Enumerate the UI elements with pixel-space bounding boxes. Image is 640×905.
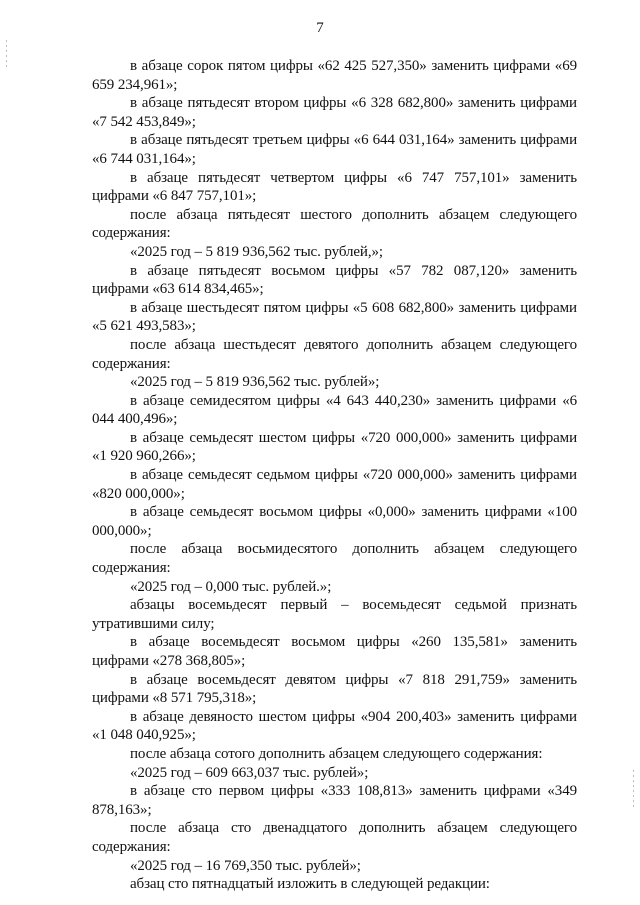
- quoted-amount: «2025 год – 0,000 тыс. рублей.»;: [130, 578, 332, 595]
- paragraph: в абзаце девяносто шестом цифры «904 200,403» заменить цифрами «1 048 040,925»;: [92, 708, 577, 744]
- paragraph: после абзаца восьмидесятого дополнить абзацем следующего содержания:: [92, 541, 577, 577]
- paragraph: в абзаце пятьдесят третьем цифры «6 644 031,164» заменить цифрами «6 744 031,164»;: [92, 132, 577, 167]
- body-text: [92, 57, 577, 894]
- page-number: 7: [316, 20, 324, 36]
- paragraph: в абзаце пятьдесят втором цифры «6 328 682,800» заменить цифрами «7 542 453,849»;: [92, 95, 577, 130]
- paragraph: после абзаца сто двенадцатого дополнить абзацем следующего содержания:: [92, 820, 577, 855]
- paragraph: после абзаца шестьдесят девятого дополнить абзацем следующего содержания:: [92, 336, 577, 372]
- right-margin-mark: [633, 770, 634, 810]
- paragraph: в абзаце восемьдесят восьмом цифры «260 135,581» заменить цифрами «278 368,805»;: [92, 634, 577, 669]
- paragraph: после абзаца пятьдесят шестого дополнить абзацем следующего содержания:: [92, 206, 577, 242]
- paragraph: в абзаце семидесятом цифры «4 643 440,230» заменить цифрами «6 044 400,496»;: [92, 392, 577, 428]
- quoted-amount: «2025 год – 5 819 936,562 тыс. рублей»;: [130, 374, 380, 391]
- paragraph: в абзаце семьдесят шестом цифры «720 000,000» заменить цифрами «1 920 960,266»;: [92, 429, 577, 465]
- quoted-amount: «2025 год – 609 663,037 тыс. рублей»;: [130, 764, 369, 781]
- quoted-amount: «2025 год – 5 819 936,562 тыс. рублей,»;: [130, 243, 383, 260]
- paragraph: после абзаца сотого дополнить абзацем следующего содержания:: [130, 745, 543, 762]
- paragraph: в абзаце семьдесят восьмом цифры «0,000» заменить цифрами «100 000,000»;: [92, 504, 577, 539]
- paragraph: в абзаце семьдесят седьмом цифры «720 000,000» заменить цифрами «820 000,000»;: [92, 467, 577, 502]
- quoted-amount: «2025 год – 16 769,350 тыс. рублей»;: [130, 857, 361, 874]
- paragraph: абзац сто пятнадцатый изложить в следующей редакции:: [130, 876, 490, 893]
- paragraph: в абзаце сорок пятом цифры «62 425 527,350» заменить цифрами «69 659 234,961»;: [92, 58, 577, 93]
- paragraph: абзацы восемьдесят первый – восемьдесят седьмой признать утратившими силу;: [92, 597, 577, 632]
- left-margin-mark: [6, 40, 7, 70]
- paragraph: в абзаце восемьдесят девятом цифры «7 818 291,759» заменить цифрами «8 571 795,318»;: [92, 671, 577, 707]
- paragraph: в абзаце пятьдесят восьмом цифры «57 782 087,120» заменить цифрами «63 614 834,465»;: [92, 262, 577, 298]
- paragraph: в абзаце шестьдесят пятом цифры «5 608 682,800» заменить цифрами «5 621 493,583»;: [92, 299, 577, 335]
- paragraph: в абзаце пятьдесят четвертом цифры «6 747 757,101» заменить цифрами «6 847 757,101»;: [92, 169, 577, 205]
- paragraph: в абзаце сто первом цифры «333 108,813» заменить цифрами «349 878,163»;: [92, 783, 577, 818]
